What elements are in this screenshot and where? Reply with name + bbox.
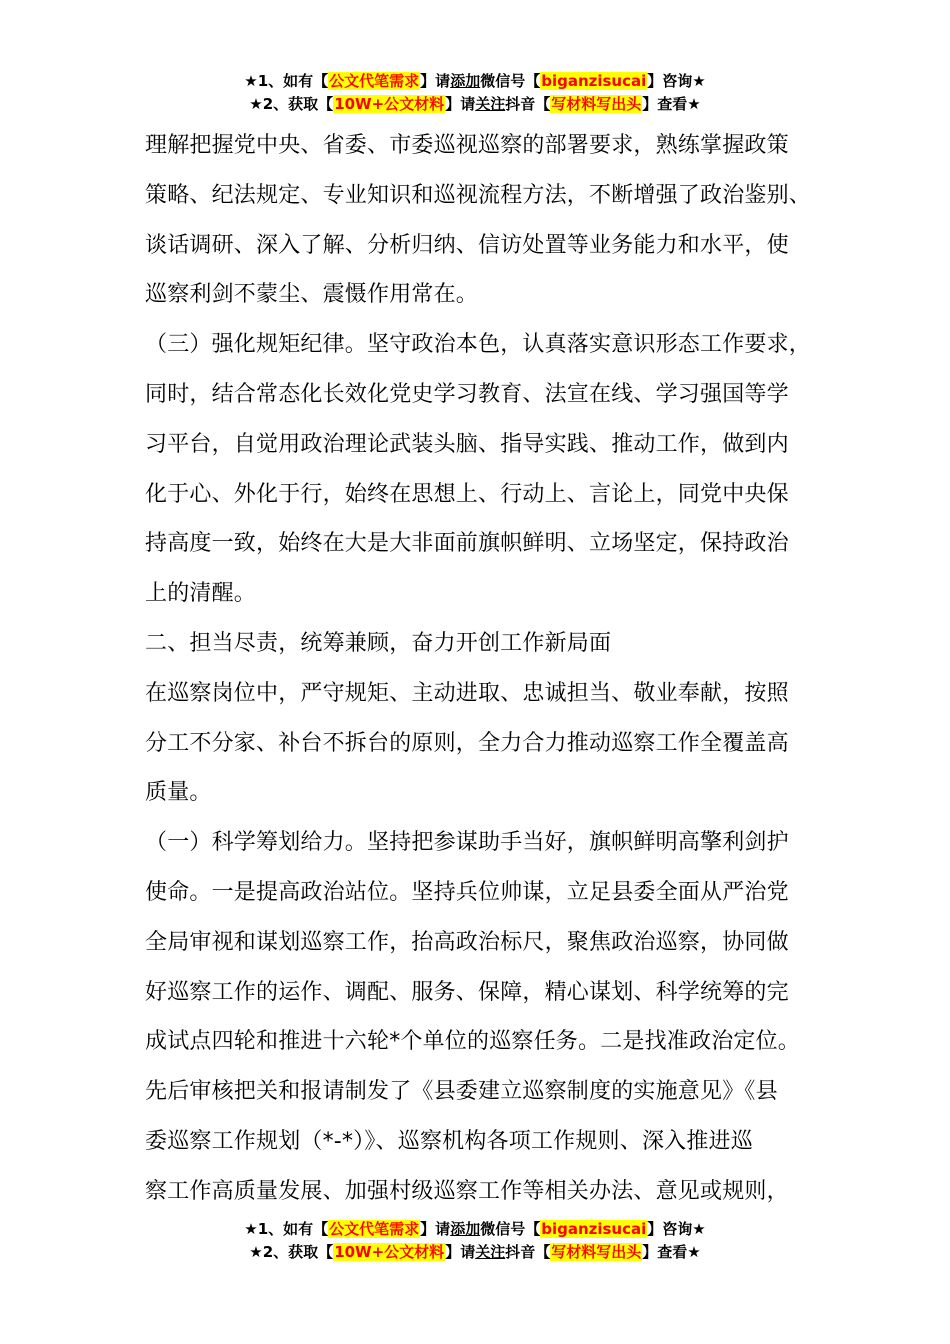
- banner-line-2: [0, 93, 950, 116]
- document-body: [145, 121, 835, 1217]
- section-heading-line: （一）科学筹划给力。坚持把参谋助手当好，旗帜鲜明高擎利剑护: [145, 830, 789, 856]
- body-line: 巡察利剑不蒙尘、震慑作用常在。: [145, 282, 479, 308]
- banner-text: ★2、获取【: [249, 1243, 334, 1261]
- highlight-materials: 10W+公文材料: [334, 1243, 445, 1261]
- footer-banner: [0, 1218, 950, 1264]
- underlined-text: 添加: [450, 72, 481, 90]
- banner-text: 】咨询★: [647, 72, 706, 90]
- banner-text: ★1、如有【: [244, 72, 329, 90]
- body-line: 委巡察工作规划（*-*）》、巡察机构各项工作规则、深入推进巡: [145, 1128, 753, 1154]
- banner-text: 】查看★: [642, 95, 701, 113]
- body-line: 质量。: [145, 780, 212, 806]
- body-line: 成试点四轮和推进十六轮*个单位的巡察任务。二是找准政治定位。: [145, 1029, 801, 1055]
- body-line: 全局审视和谋划巡察工作，抬高政治标尺，聚焦政治巡察，协同做: [145, 929, 789, 955]
- body-line: 化于心、外化于行，始终在思想上、行动上、言论上，同党中央保: [145, 481, 789, 507]
- body-line: 谈话调研、深入了解、分析归纳、信访处置等业务能力和水平，使: [145, 232, 789, 258]
- highlight-service: 公文代笔需求: [329, 1220, 420, 1238]
- underlined-text: 添加: [450, 1220, 481, 1238]
- banner-text: 微信号【: [480, 72, 541, 90]
- highlight-materials: 10W+公文材料: [334, 95, 445, 113]
- highlight-douyin: 写材料写出头: [551, 1243, 642, 1261]
- banner-text: 抖音【: [505, 1243, 551, 1261]
- banner-line-1: [0, 1218, 950, 1241]
- body-line: 理解把握党中央、省委、市委巡视巡察的部署要求，熟练掌握政策: [145, 133, 789, 158]
- highlight-wechat-id: biganzisucai: [541, 72, 647, 90]
- body-line: 同时，结合常态化长效化党史学习教育、法宣在线、学习强国等学: [145, 381, 789, 407]
- highlight-service: 公文代笔需求: [329, 72, 420, 90]
- body-line: 在巡察岗位中，严守规矩、主动进取、忠诚担当、敬业奉献，按照: [145, 680, 789, 706]
- banner-text: 】请: [420, 1220, 451, 1238]
- banner-text: 抖音【: [505, 95, 551, 113]
- banner-text: ★1、如有【: [244, 1220, 329, 1238]
- underlined-text: 关注: [475, 95, 506, 113]
- body-line: 策略、纪法规定、专业知识和巡视流程方法，不断增强了政治鉴别、: [145, 182, 812, 208]
- highlight-wechat-id: biganzisucai: [541, 1220, 647, 1238]
- banner-text: ★2、获取【: [249, 95, 334, 113]
- banner-text: 】请: [420, 72, 451, 90]
- banner-text: 】咨询★: [647, 1220, 706, 1238]
- body-line: 使命。一是提高政治站位。坚持兵位帅谋，立足县委全面从严治党: [145, 879, 789, 905]
- underlined-text: 关注: [475, 1243, 506, 1261]
- body-line: 习平台，自觉用政治理论武装头脑、指导实践、推动工作，做到内: [145, 431, 789, 457]
- banner-line-1: [0, 70, 950, 93]
- body-line: 持高度一致，始终在大是大非面前旗帜鲜明、立场坚定，保持政治: [145, 531, 789, 557]
- banner-text: 】请: [445, 1243, 476, 1261]
- banner-text: 微信号【: [480, 1220, 541, 1238]
- body-line: 好巡察工作的运作、调配、服务、保障，精心谋划、科学统筹的完: [145, 979, 789, 1005]
- section-heading-line: （三）强化规矩纪律。坚守政治本色，认真落实意识形态工作要求，: [145, 332, 812, 358]
- banner-text: 】请: [445, 95, 476, 113]
- body-line: 分工不分家、补台不拆台的原则，全力合力推动巡察工作全覆盖高: [145, 730, 789, 756]
- banner-text: 】查看★: [642, 1243, 701, 1261]
- header-banner: [0, 70, 950, 116]
- banner-line-2: [0, 1241, 950, 1264]
- body-line: 上的清醒。: [145, 581, 257, 607]
- chapter-heading: 二、担当尽责，统筹兼顾，奋力开创工作新局面: [145, 630, 612, 656]
- body-line: 察工作高质量发展、加强村级巡察工作等相关办法、意见或规则，: [145, 1178, 789, 1204]
- highlight-douyin: 写材料写出头: [551, 95, 642, 113]
- body-line: 先后审核把关和报请制发了《县委建立巡察制度的实施意见》《县: [145, 1079, 778, 1105]
